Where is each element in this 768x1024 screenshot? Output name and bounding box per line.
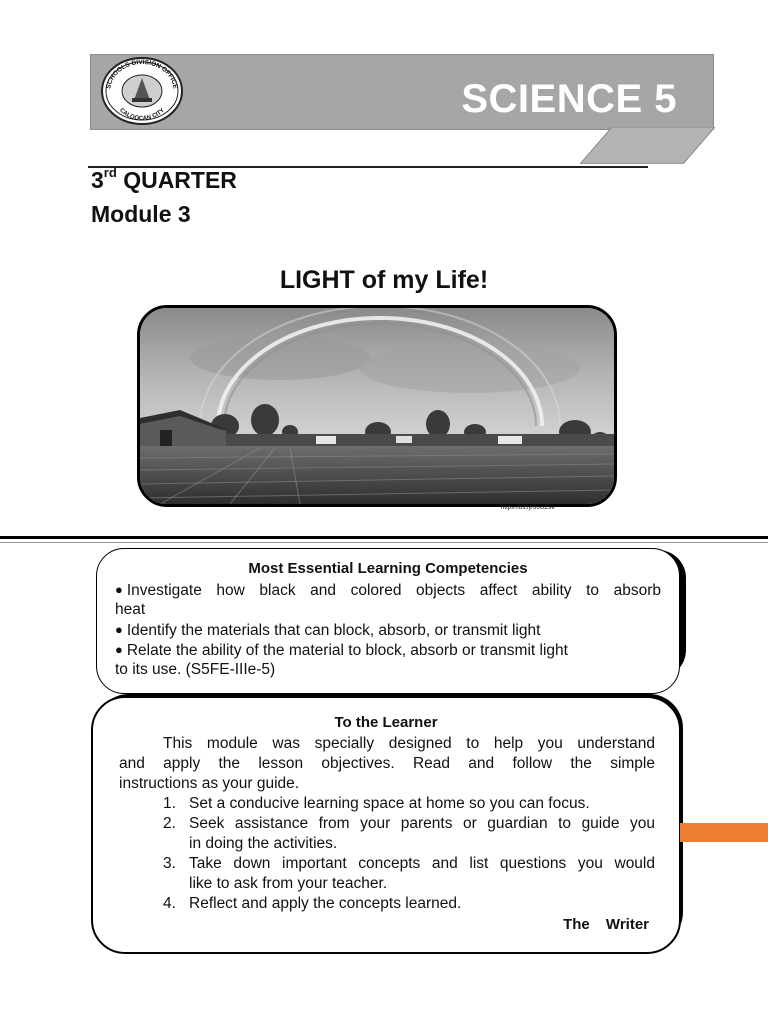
list-item bbox=[119, 814, 655, 854]
list-item bbox=[119, 894, 655, 914]
division-seal-logo bbox=[98, 56, 186, 126]
step-text-continued: in doing the activities. bbox=[189, 835, 338, 852]
learner-box bbox=[91, 696, 681, 954]
svg-text:CALOOCAN CITY: CALOOCAN CITY bbox=[118, 107, 166, 123]
learner-heading: To the Learner bbox=[334, 714, 438, 731]
rainbow-photo bbox=[137, 305, 617, 507]
section-rule bbox=[0, 536, 768, 539]
intro-line: This module was specially designed to help you understand bbox=[163, 735, 655, 752]
step-number: 2. bbox=[163, 815, 176, 832]
svg-text:SCHOOLS DIVISION OFFICE: SCHOOLS DIVISION OFFICE bbox=[105, 58, 179, 90]
module-label: Module 3 bbox=[91, 201, 191, 227]
step-number: 3. bbox=[163, 855, 176, 872]
competency-text: Investigate how black and colored objects affect ability to absorb bbox=[126, 582, 661, 599]
step-text: Seek assistance from your parents or guardian to guide you bbox=[189, 815, 655, 832]
module-title: LIGHT of my Life! bbox=[279, 266, 489, 294]
competency-item-continued: to its use. (S5FE-IIIe-5) bbox=[115, 661, 276, 678]
learner-instructions bbox=[119, 734, 655, 914]
competency-text: Identify the materials that can block, absorb, or transmit light bbox=[126, 622, 541, 639]
step-text: Reflect and apply the concepts learned. bbox=[189, 895, 462, 912]
photo-credit-link: https://bit.ly/36OZ9e bbox=[501, 505, 555, 511]
steps-list bbox=[119, 794, 655, 914]
competency-text: Relate the ability of the material to block, absorb or transmit light bbox=[126, 642, 568, 659]
bullet-icon: ● bbox=[115, 582, 123, 597]
list-item bbox=[119, 854, 655, 894]
competencies-heading: Most Essential Learning Competencies bbox=[248, 560, 528, 577]
step-number: 1. bbox=[163, 795, 176, 812]
section-rule-thin bbox=[0, 542, 768, 543]
quarter-word: QUARTER bbox=[123, 167, 237, 193]
banner-fold-tab bbox=[580, 127, 715, 164]
competency-item bbox=[115, 620, 661, 641]
competencies-box bbox=[96, 548, 680, 694]
list-item bbox=[119, 794, 655, 814]
competency-item-continued: heat bbox=[115, 601, 146, 618]
competency-item bbox=[115, 580, 661, 601]
subject-title: SCIENCE 5 bbox=[461, 77, 677, 121]
competency-item bbox=[115, 640, 661, 661]
quarter-ordinal: rd bbox=[103, 165, 117, 181]
step-text-continued: like to ask from your teacher. bbox=[189, 875, 388, 892]
quarter-number: 3 bbox=[91, 167, 104, 193]
intro-line: instructions as your guide. bbox=[119, 775, 300, 792]
intro-line: and apply the lesson objectives. Read and follow the simple bbox=[119, 755, 655, 772]
writer-signature: The Writer bbox=[563, 916, 649, 933]
quarter-label bbox=[91, 167, 237, 194]
accent-tab bbox=[680, 823, 768, 842]
step-text: Take down important concepts and list questions you would bbox=[189, 855, 655, 872]
bullet-icon: ● bbox=[115, 642, 123, 657]
bullet-icon: ● bbox=[115, 622, 123, 637]
step-text: Set a conducive learning space at home so you can focus. bbox=[189, 795, 590, 812]
step-number: 4. bbox=[163, 895, 176, 912]
